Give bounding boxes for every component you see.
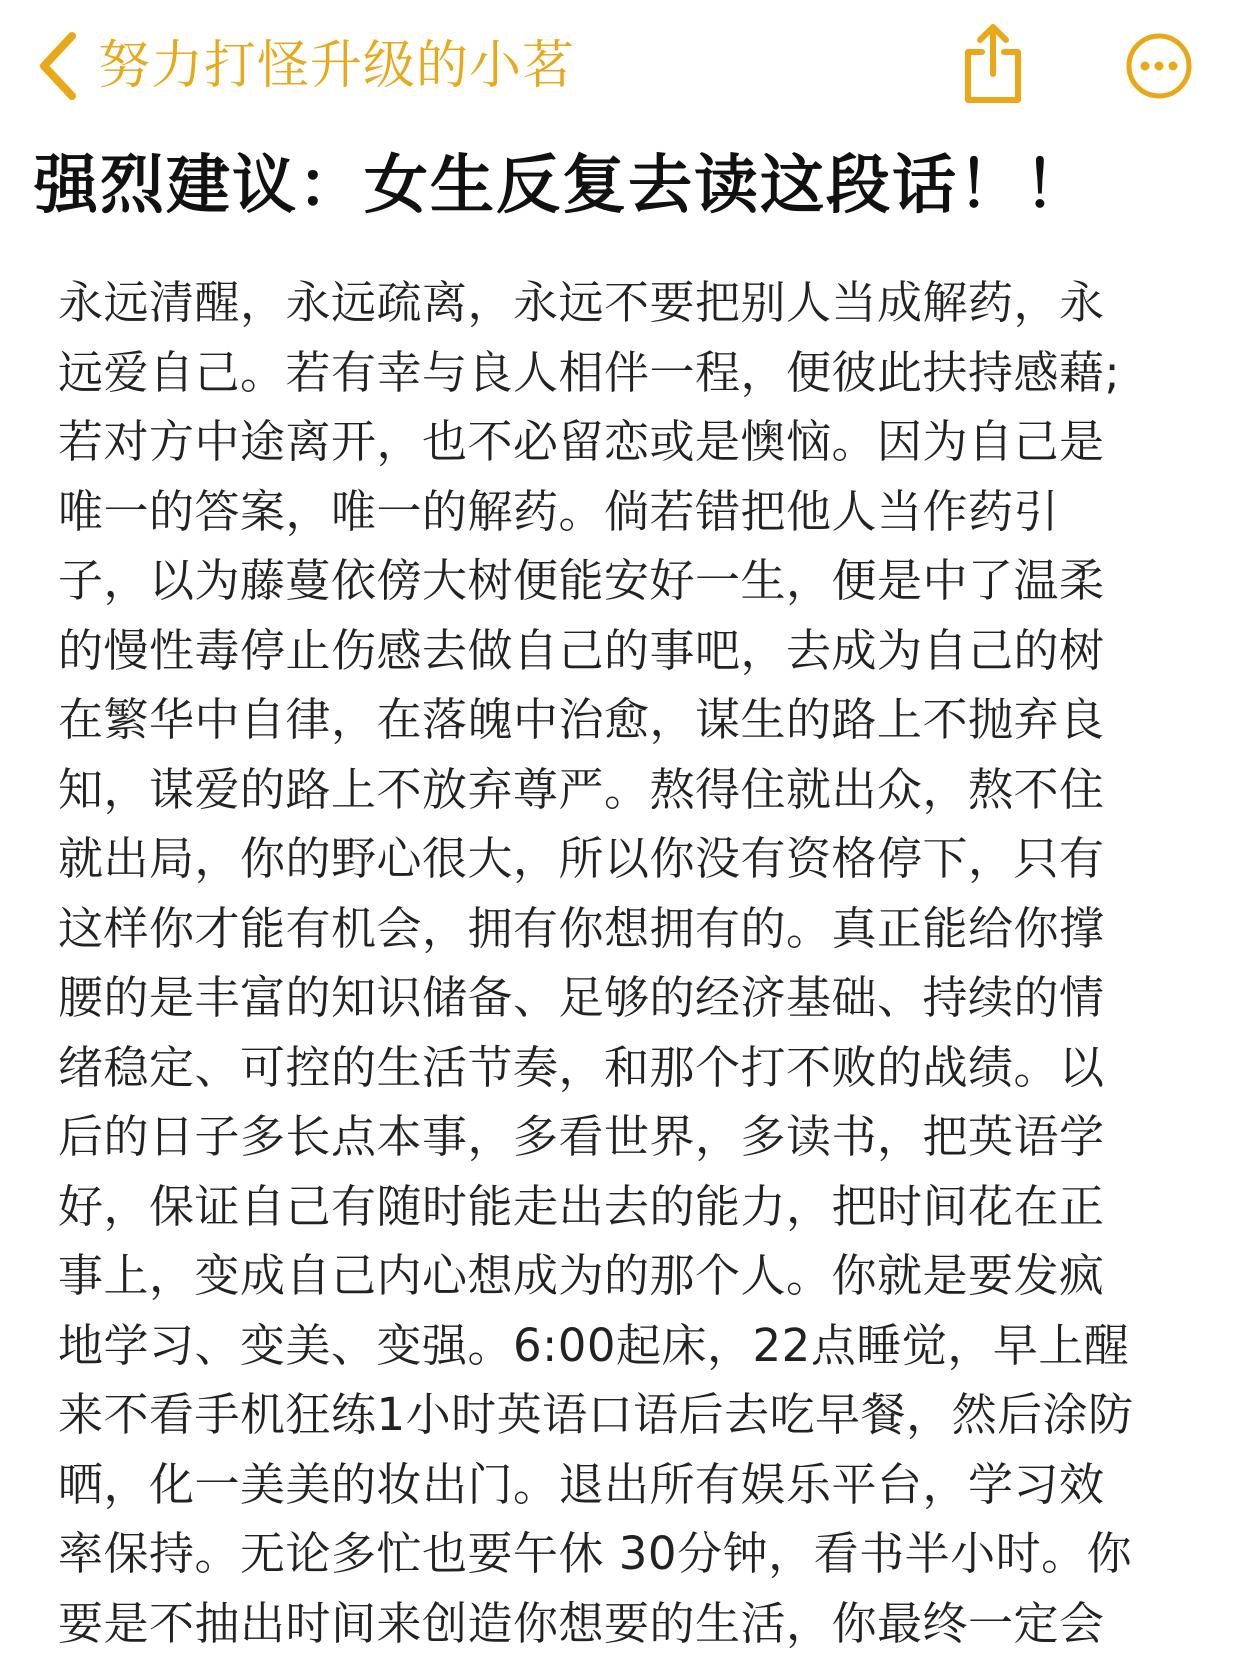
body-line: 后的日子多长点本事，多看世界，多读书，把英语学 [58, 1110, 1105, 1163]
body-line: 腰的是丰富的知识储备、足够的经济基础、持续的情 [58, 971, 1105, 1024]
body-line: 就出局，你的野心很大，所以你没有资格停下，只有 [58, 832, 1105, 885]
body-line: 好，保证自己有随时能走出去的能力，把时间花在正 [58, 1179, 1105, 1233]
body-line: 知，谋爱的路上不放弃尊严。熬得住就出众，熬不住 [58, 762, 1105, 816]
body-line: 绪稳定、可控的生活节奏，和那个打不败的战绩。以 [58, 1040, 1105, 1094]
ellipsis-circle-icon[interactable] [1125, 32, 1193, 100]
body-line: 晒，化一美美的妆出门。退出所有娱乐平台，学习效 [58, 1457, 1105, 1511]
back-button[interactable] [36, 26, 575, 106]
body-line: 若对方中途离开，也不必留恋或是懊恼。因为自己是 [58, 415, 1105, 468]
body-line: 在繁华中自律，在落魄中治愈，谋生的路上不抛弃良 [58, 693, 1105, 746]
body-line: 永远清醒，永远疏离，永远不要把别人当成解药，永 [58, 276, 1105, 329]
chevron-left-icon [36, 30, 82, 102]
body-line: 唯一的答案，唯一的解药。倘若错把他人当作药引 [58, 484, 1060, 538]
share-icon[interactable] [960, 22, 1026, 106]
body-line: 要是不抽出时间来创造你想要的生活，你最终一定会 [58, 1596, 1105, 1650]
body-line: 这样你才能有机会，拥有你想拥有的。真正能给你撑 [58, 901, 1105, 955]
body-line: 的慢性毒停止伤感去做自己的事吧，去成为自己的树 [58, 623, 1105, 677]
body-line: 事上，变成自己内心想成为的那个人。你就是要发疯 [58, 1249, 1105, 1302]
body-line: 远爱自己。若有幸与良人相伴一程，便彼此扶持感藉; [58, 345, 1121, 399]
note-title: 强烈建议：女生反复去读这段话！！ [34, 149, 1090, 223]
navigation-bar [0, 0, 1242, 130]
body-line: 来不看手机狂练1小时英语口语后去吃早餐，然后涂防 [58, 1388, 1134, 1441]
body-line: 率保持。无论多忙也要午休 30分钟，看书半小时。你 [58, 1527, 1133, 1580]
body-line: 子，以为藤蔓依傍大树便能安好一生，便是中了温柔 [58, 554, 1105, 607]
note-body[interactable] [58, 268, 1234, 1660]
back-label: 努力打怪升级的小茗 [98, 36, 576, 96]
body-line: 地学习、变美、变强。6:00起床，22点睡觉，早上醒 [58, 1318, 1130, 1372]
